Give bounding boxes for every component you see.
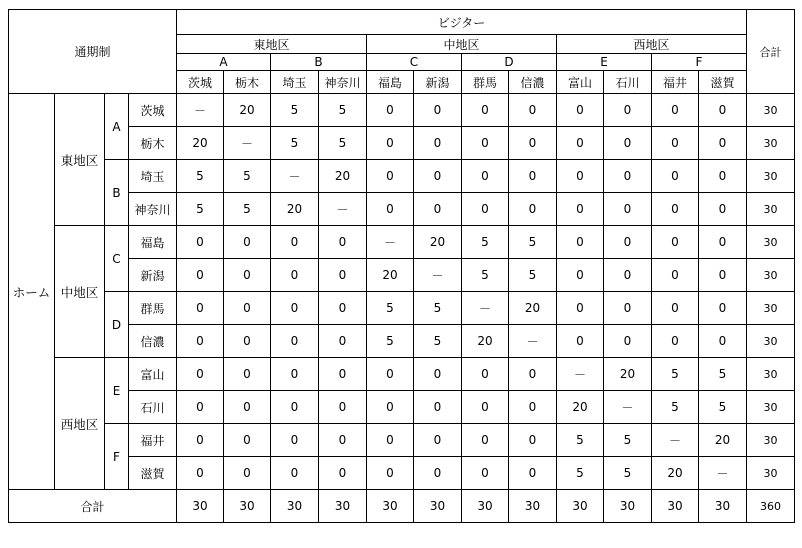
match-count-cell: 0 — [414, 391, 462, 424]
match-count-cell: 5 — [557, 424, 604, 457]
column-total-cell: 30 — [177, 490, 224, 523]
match-count-cell: 20 — [177, 127, 224, 160]
visitor-team-header: 茨城 — [177, 71, 224, 94]
match-count-cell: － — [699, 457, 747, 490]
match-count-cell: 0 — [699, 193, 747, 226]
table-row — [9, 226, 795, 259]
section-label: 通期制 — [9, 10, 177, 94]
match-count-cell: 0 — [224, 292, 271, 325]
match-count-cell: 0 — [319, 259, 367, 292]
match-count-cell: 0 — [604, 127, 652, 160]
visitor-group-header: E — [557, 54, 652, 71]
match-count-cell: 20 — [271, 193, 319, 226]
match-count-cell: 0 — [177, 325, 224, 358]
match-count-cell: 0 — [509, 391, 557, 424]
row-total-cell: 30 — [747, 259, 795, 292]
match-count-cell: 5 — [367, 292, 414, 325]
match-count-cell: 0 — [319, 424, 367, 457]
column-total-cell: 30 — [604, 490, 652, 523]
match-count-cell: 0 — [557, 259, 604, 292]
match-count-cell: 0 — [509, 160, 557, 193]
match-count-cell: 0 — [271, 358, 319, 391]
visitor-team-header: 福島 — [367, 71, 414, 94]
visitor-group-header: B — [271, 54, 367, 71]
match-count-cell: 0 — [224, 325, 271, 358]
match-count-cell: 0 — [414, 358, 462, 391]
match-count-cell: － — [224, 127, 271, 160]
match-count-cell: 0 — [462, 94, 509, 127]
home-team-label: 石川 — [129, 391, 177, 424]
home-group-label: C — [105, 226, 129, 292]
match-count-cell: 20 — [319, 160, 367, 193]
match-count-cell: 0 — [414, 127, 462, 160]
match-count-cell: － — [509, 325, 557, 358]
visitor-team-header: 埼玉 — [271, 71, 319, 94]
match-count-cell: 20 — [557, 391, 604, 424]
match-count-cell: 20 — [604, 358, 652, 391]
column-total-cell: 30 — [462, 490, 509, 523]
match-count-cell: 0 — [367, 193, 414, 226]
match-count-cell: 0 — [604, 193, 652, 226]
home-team-label: 富山 — [129, 358, 177, 391]
match-count-cell: 0 — [319, 457, 367, 490]
match-count-cell: 5 — [271, 94, 319, 127]
match-count-cell: 5 — [414, 292, 462, 325]
row-total-cell: 30 — [747, 391, 795, 424]
visitor-team-header: 信濃 — [509, 71, 557, 94]
match-count-cell: 0 — [509, 127, 557, 160]
match-count-cell: 0 — [177, 292, 224, 325]
visitor-team-header: 福井 — [652, 71, 699, 94]
visitor-team-header: 神奈川 — [319, 71, 367, 94]
match-count-cell: － — [367, 226, 414, 259]
match-count-cell: 0 — [224, 226, 271, 259]
table-row — [9, 292, 795, 325]
home-team-label: 群馬 — [129, 292, 177, 325]
match-count-cell: 20 — [462, 325, 509, 358]
match-count-cell: － — [652, 424, 699, 457]
total-row-label: 合計 — [9, 490, 177, 523]
home-region-label: 東地区 — [55, 94, 105, 226]
row-total-cell: 30 — [747, 457, 795, 490]
match-count-cell: 0 — [177, 424, 224, 457]
match-count-cell: 0 — [604, 160, 652, 193]
match-count-cell: 0 — [652, 259, 699, 292]
match-count-cell: 5 — [224, 160, 271, 193]
match-count-cell: 5 — [319, 94, 367, 127]
match-count-cell: 0 — [557, 292, 604, 325]
match-count-cell: 0 — [509, 424, 557, 457]
row-total-cell: 30 — [747, 193, 795, 226]
match-count-cell: 0 — [557, 127, 604, 160]
match-count-cell: 20 — [224, 94, 271, 127]
row-total-cell: 30 — [747, 127, 795, 160]
match-count-cell: 0 — [177, 226, 224, 259]
match-count-cell: 0 — [224, 457, 271, 490]
match-count-cell: 0 — [177, 358, 224, 391]
column-total-cell: 30 — [224, 490, 271, 523]
match-count-cell: 0 — [557, 94, 604, 127]
column-total-cell: 30 — [652, 490, 699, 523]
match-count-cell: 0 — [604, 259, 652, 292]
match-count-cell: 5 — [652, 358, 699, 391]
match-count-cell: － — [177, 94, 224, 127]
row-total-cell: 30 — [747, 160, 795, 193]
row-total-cell: 30 — [747, 424, 795, 457]
match-count-cell: 20 — [509, 292, 557, 325]
match-count-cell: 5 — [271, 127, 319, 160]
match-count-cell: 0 — [604, 226, 652, 259]
home-team-label: 茨城 — [129, 94, 177, 127]
match-count-cell: 0 — [414, 457, 462, 490]
match-count-cell: 0 — [509, 94, 557, 127]
match-count-cell: 0 — [604, 292, 652, 325]
home-team-label: 福井 — [129, 424, 177, 457]
match-count-cell: 5 — [177, 193, 224, 226]
home-team-label: 埼玉 — [129, 160, 177, 193]
match-count-cell: 0 — [557, 325, 604, 358]
home-group-label: B — [105, 160, 129, 226]
match-count-cell: 5 — [699, 391, 747, 424]
schedule-matrix — [8, 9, 795, 523]
match-count-cell: 0 — [367, 457, 414, 490]
match-count-cell: 20 — [652, 457, 699, 490]
match-count-cell: － — [319, 193, 367, 226]
match-count-cell: 0 — [652, 94, 699, 127]
match-count-cell: 0 — [367, 358, 414, 391]
match-count-cell: 20 — [699, 424, 747, 457]
match-count-cell: 0 — [271, 226, 319, 259]
home-team-label: 神奈川 — [129, 193, 177, 226]
column-total-cell: 30 — [509, 490, 557, 523]
match-count-cell: 5 — [367, 325, 414, 358]
visitor-team-header: 富山 — [557, 71, 604, 94]
visitor-region-header: 東地区 — [177, 35, 367, 54]
match-count-cell: 5 — [462, 259, 509, 292]
match-count-cell: 5 — [414, 325, 462, 358]
match-count-cell: 0 — [699, 259, 747, 292]
match-count-cell: － — [557, 358, 604, 391]
grand-total-cell: 360 — [747, 490, 795, 523]
home-team-label: 福島 — [129, 226, 177, 259]
match-count-cell: 5 — [604, 457, 652, 490]
match-count-cell: 20 — [414, 226, 462, 259]
match-count-cell: 0 — [652, 193, 699, 226]
visitor-group-header: A — [177, 54, 271, 71]
match-count-cell: 0 — [557, 160, 604, 193]
table-row — [9, 94, 795, 127]
match-count-cell: 0 — [462, 457, 509, 490]
row-total-cell: 30 — [747, 358, 795, 391]
match-count-cell: 0 — [462, 391, 509, 424]
match-count-cell: 0 — [414, 160, 462, 193]
column-total-cell: 30 — [414, 490, 462, 523]
match-count-cell: 0 — [652, 292, 699, 325]
match-count-cell: 0 — [319, 292, 367, 325]
schedule-table — [8, 9, 795, 523]
match-count-cell: 0 — [604, 94, 652, 127]
visitor-team-header: 栃木 — [224, 71, 271, 94]
column-total-cell: 30 — [319, 490, 367, 523]
row-total-cell: 30 — [747, 325, 795, 358]
match-count-cell: 0 — [604, 325, 652, 358]
home-group-label: E — [105, 358, 129, 424]
row-total-cell: 30 — [747, 226, 795, 259]
match-count-cell: 0 — [367, 127, 414, 160]
match-count-cell: 0 — [557, 193, 604, 226]
match-count-cell: 0 — [557, 226, 604, 259]
match-count-cell: － — [462, 292, 509, 325]
match-count-cell: 5 — [604, 424, 652, 457]
column-total-cell: 30 — [699, 490, 747, 523]
match-count-cell: 5 — [177, 160, 224, 193]
match-count-cell: 0 — [652, 226, 699, 259]
match-count-cell: 0 — [271, 292, 319, 325]
match-count-cell: 0 — [367, 424, 414, 457]
match-count-cell: 0 — [271, 424, 319, 457]
match-count-cell: 0 — [652, 325, 699, 358]
match-count-cell: 0 — [509, 457, 557, 490]
row-total-cell: 30 — [747, 292, 795, 325]
visitor-team-header: 新潟 — [414, 71, 462, 94]
total-row — [9, 490, 795, 523]
visitor-team-header: 滋賀 — [699, 71, 747, 94]
match-count-cell: 0 — [509, 193, 557, 226]
match-count-cell: 5 — [699, 358, 747, 391]
match-count-cell: 5 — [224, 193, 271, 226]
home-team-label: 栃木 — [129, 127, 177, 160]
home-label: ホーム — [9, 94, 55, 490]
match-count-cell: 0 — [271, 325, 319, 358]
table-row — [9, 160, 795, 193]
match-count-cell: 5 — [652, 391, 699, 424]
visitor-region-header: 中地区 — [367, 35, 557, 54]
match-count-cell: 5 — [509, 259, 557, 292]
match-count-cell: 0 — [462, 358, 509, 391]
home-group-label: F — [105, 424, 129, 490]
match-count-cell: 0 — [319, 325, 367, 358]
match-count-cell: 5 — [462, 226, 509, 259]
match-count-cell: 0 — [462, 193, 509, 226]
match-count-cell: － — [271, 160, 319, 193]
visitor-group-header: F — [652, 54, 747, 71]
match-count-cell: 0 — [699, 292, 747, 325]
match-count-cell: 0 — [652, 160, 699, 193]
match-count-cell: 0 — [224, 424, 271, 457]
match-count-cell: 0 — [509, 358, 557, 391]
match-count-cell: － — [414, 259, 462, 292]
match-count-cell: 5 — [557, 457, 604, 490]
home-group-label: D — [105, 292, 129, 358]
visitor-header: ビジター — [177, 10, 747, 35]
match-count-cell: 0 — [462, 160, 509, 193]
match-count-cell: 0 — [462, 127, 509, 160]
match-count-cell: 0 — [699, 226, 747, 259]
match-count-cell: － — [604, 391, 652, 424]
match-count-cell: 0 — [699, 127, 747, 160]
visitor-team-header: 石川 — [604, 71, 652, 94]
match-count-cell: 0 — [367, 160, 414, 193]
match-count-cell: 20 — [367, 259, 414, 292]
visitor-team-header: 群馬 — [462, 71, 509, 94]
home-team-label: 滋賀 — [129, 457, 177, 490]
match-count-cell: 0 — [271, 457, 319, 490]
match-count-cell: 0 — [319, 391, 367, 424]
match-count-cell: 0 — [414, 94, 462, 127]
row-total-cell: 30 — [747, 94, 795, 127]
match-count-cell: 0 — [414, 193, 462, 226]
match-count-cell: 0 — [177, 457, 224, 490]
match-count-cell: 0 — [224, 259, 271, 292]
match-count-cell: 0 — [367, 94, 414, 127]
match-count-cell: 0 — [414, 424, 462, 457]
visitor-group-header: D — [462, 54, 557, 71]
match-count-cell: 5 — [509, 226, 557, 259]
match-count-cell: 0 — [319, 226, 367, 259]
home-group-label: A — [105, 94, 129, 160]
match-count-cell: 0 — [652, 127, 699, 160]
total-column-header: 合計 — [747, 10, 795, 94]
match-count-cell: 0 — [271, 259, 319, 292]
table-row — [9, 424, 795, 457]
home-region-label: 西地区 — [55, 358, 105, 490]
match-count-cell: 0 — [319, 358, 367, 391]
match-count-cell: 5 — [319, 127, 367, 160]
column-total-cell: 30 — [271, 490, 319, 523]
match-count-cell: 0 — [177, 391, 224, 424]
match-count-cell: 0 — [177, 259, 224, 292]
visitor-region-header: 西地区 — [557, 35, 747, 54]
column-total-cell: 30 — [557, 490, 604, 523]
match-count-cell: 0 — [224, 358, 271, 391]
match-count-cell: 0 — [367, 391, 414, 424]
match-count-cell: 0 — [462, 424, 509, 457]
table-row — [9, 358, 795, 391]
match-count-cell: 0 — [224, 391, 271, 424]
match-count-cell: 0 — [271, 391, 319, 424]
home-team-label: 新潟 — [129, 259, 177, 292]
match-count-cell: 0 — [699, 94, 747, 127]
home-team-label: 信濃 — [129, 325, 177, 358]
match-count-cell: 0 — [699, 325, 747, 358]
match-count-cell: 0 — [699, 160, 747, 193]
visitor-group-header: C — [367, 54, 462, 71]
column-total-cell: 30 — [367, 490, 414, 523]
home-region-label: 中地区 — [55, 226, 105, 358]
